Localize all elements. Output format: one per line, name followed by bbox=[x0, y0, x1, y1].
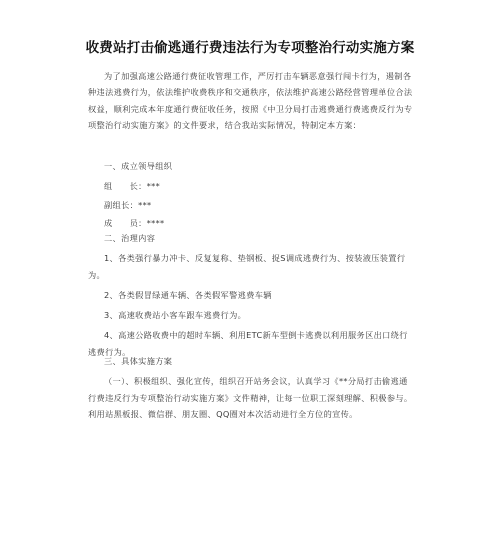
section-content bbox=[88, 230, 414, 360]
intro-text: 为了加强高速公路通行费征收管理工作，严厉打击车辆恶意强行闯卡行为，遏制各种违法逃费行为，依法维护收费秩序和交通秩序，依法维护高速公路经营管理单位合法权益，顺利完成本年度通行费征收任务，按照《中卫分局打击逃费通行费逃费反行为专项整治行动实施方案》的文件要求，结合我站实际情况，特制定本方案： bbox=[88, 71, 413, 130]
section1-heading: 一、成立领导组织 bbox=[104, 161, 173, 171]
section-implementation bbox=[88, 353, 414, 422]
section-leadership bbox=[88, 158, 414, 238]
document-title: 收费站打击偷逃通行费违法行为专项整治行动实施方案 bbox=[85, 40, 415, 56]
deputy-label: 副组长： bbox=[104, 200, 139, 210]
section2-item-3: 3、高速收费站小客车跟车逃费行为。 bbox=[104, 310, 247, 321]
deputy-row bbox=[104, 197, 152, 213]
intro-paragraph bbox=[88, 68, 414, 133]
section3-paragraph-1: （一）、积极组织、强化宣传，组织召开站务会议，认真学习《**分局打击偷逃通行费违反行为专项整治行动实施方案》文件精神，让每一位职工深刻理解、积极参与。利用站黑板报、微信群、朋友圈、QQ圈对本次活动进行全方位的宣传。 bbox=[88, 376, 413, 419]
member-label: 成 员： bbox=[104, 218, 147, 228]
section3-heading: 三、具体实施方案 bbox=[104, 356, 173, 366]
leader-label: 组 长： bbox=[104, 181, 147, 191]
deputy-value: *** bbox=[138, 200, 152, 210]
section2-item-4: 4、高速公路收费中的超时车辆、利用ETC新车型倒卡逃费以利用服务区出口绕行逃费行为。 bbox=[88, 330, 408, 357]
leader-value: *** bbox=[146, 181, 161, 191]
member-row bbox=[104, 215, 164, 231]
section2-item-2: 2、各类假冒绿通车辆、各类假军警逃费车辆 bbox=[104, 289, 272, 300]
section2-item-1: 1、各类强行暴力冲卡、反复复称、垫钢板、捉S调成逃费行为、按装液压装置行为。 bbox=[88, 253, 406, 280]
leader-row bbox=[104, 178, 160, 194]
member-value: **** bbox=[146, 218, 165, 228]
section2-heading: 二、治理内容 bbox=[104, 233, 156, 243]
